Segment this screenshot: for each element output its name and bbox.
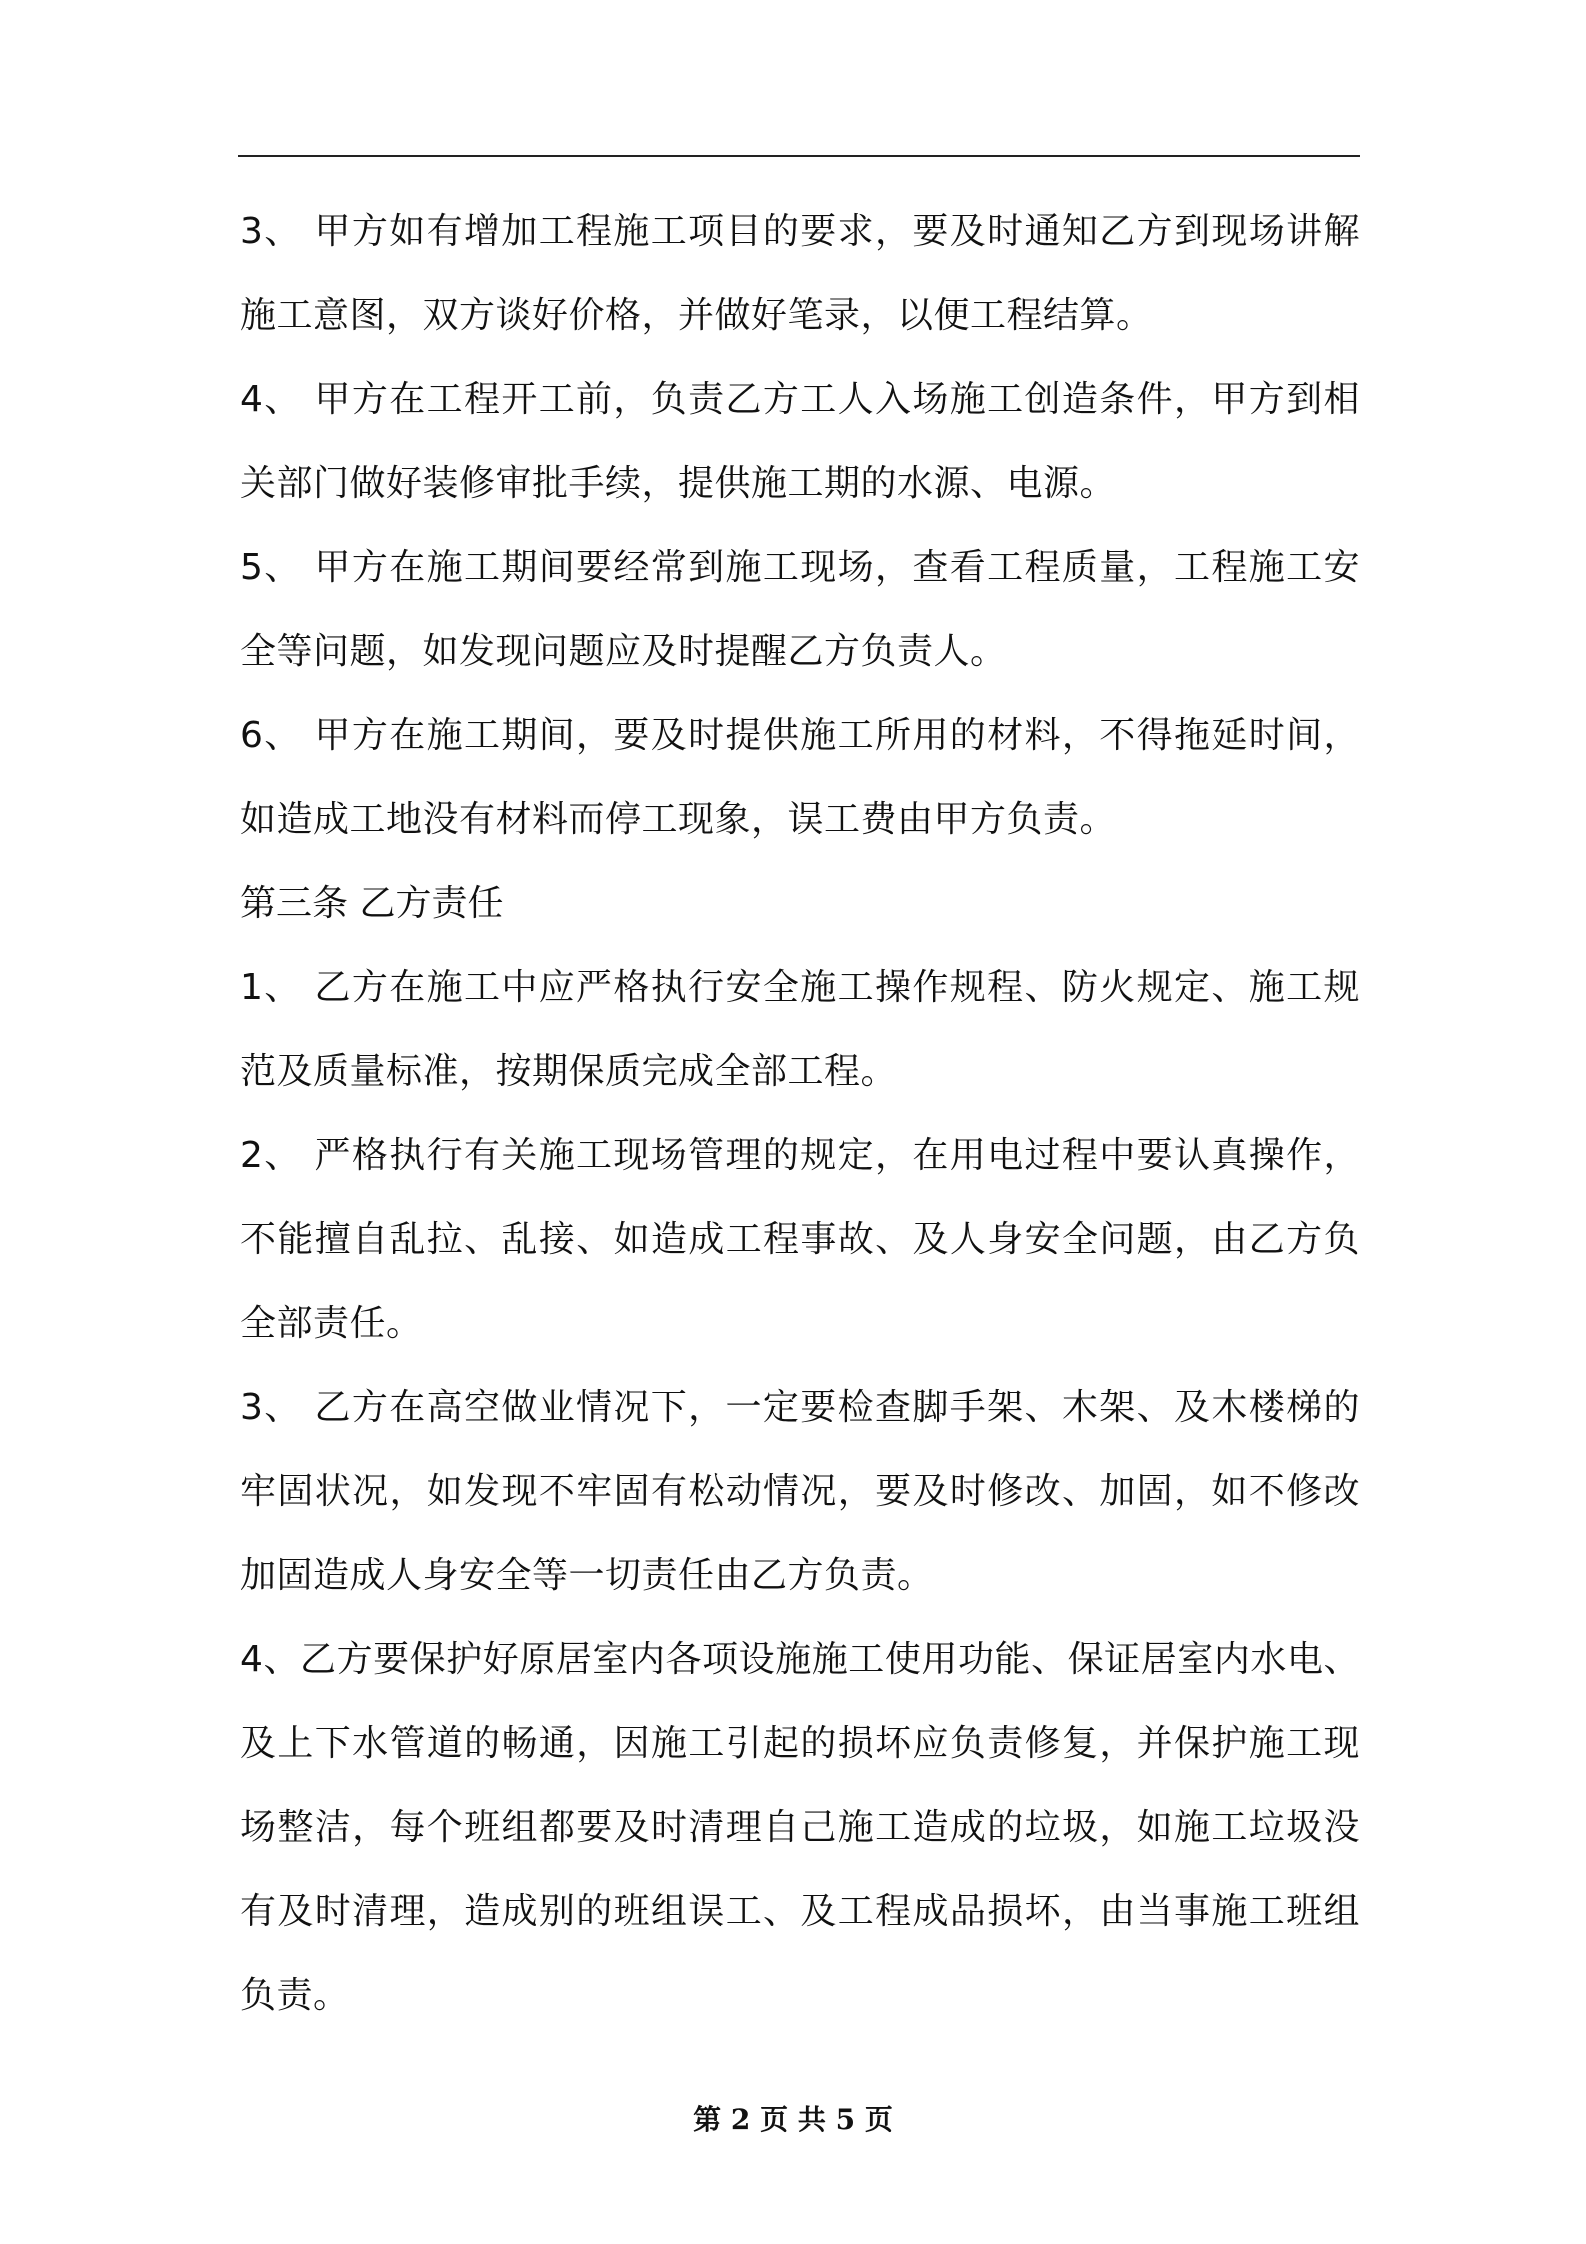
clause-party-b-4: 4、乙方要保护好原居室内各项设施施工使用功能、保证居室内水电、及上下水管道的畅通，因施工引起的损坏应负责修复，并保护施工现场整洁，每个班组都要及时清理自己施工造成的垃圾，如施工垃圾没有及时清理，造成别的班组误工、及工程成品损坏，由当事施工班组负责。 xyxy=(240,1639,1360,2016)
clause-party-b-2: 2、 严格执行有关施工现场管理的规定，在用电过程中要认真操作，不能擅自乱拉、乱接、如造成工程事故、及人身安全问题，由乙方负全部责任。 xyxy=(240,1135,1360,1344)
clause-party-b-3: 3、 乙方在高空做业情况下，一定要检查脚手架、木架、及木楼梯的牢固状况，如发现不牢固有松动情况，要及时修改、加固，如不修改加固造成人身安全等一切责任由乙方负责。 xyxy=(240,1387,1360,1596)
clause-party-a-3: 3、 甲方如有增加工程施工项目的要求，要及时通知乙方到现场讲解施工意图，双方谈好价格，并做好笔录，以便工程结算。 xyxy=(240,211,1360,336)
section-heading-article-3: 第三条 乙方责任 xyxy=(240,883,504,924)
document-body xyxy=(240,190,1360,2038)
header-rule xyxy=(238,155,1360,157)
clause-party-b-1: 1、 乙方在施工中应严格执行安全施工操作规程、防火规定、施工规范及质量标准，按期保质完成全部工程。 xyxy=(240,967,1360,1092)
clause-party-a-6: 6、 甲方在施工期间，要及时提供施工所用的材料，不得拖延时间，如造成工地没有材料而停工现象，误工费由甲方负责。 xyxy=(240,715,1360,840)
page-number-footer: 第 2 页 共 5 页 xyxy=(693,2103,893,2136)
clause-party-a-4: 4、 甲方在工程开工前，负责乙方工人入场施工创造条件，甲方到相关部门做好装修审批手续，提供施工期的水源、电源。 xyxy=(240,379,1360,504)
clause-party-a-5: 5、 甲方在施工期间要经常到施工现场，查看工程质量，工程施工安全等问题，如发现问题应及时提醒乙方负责人。 xyxy=(240,547,1360,672)
